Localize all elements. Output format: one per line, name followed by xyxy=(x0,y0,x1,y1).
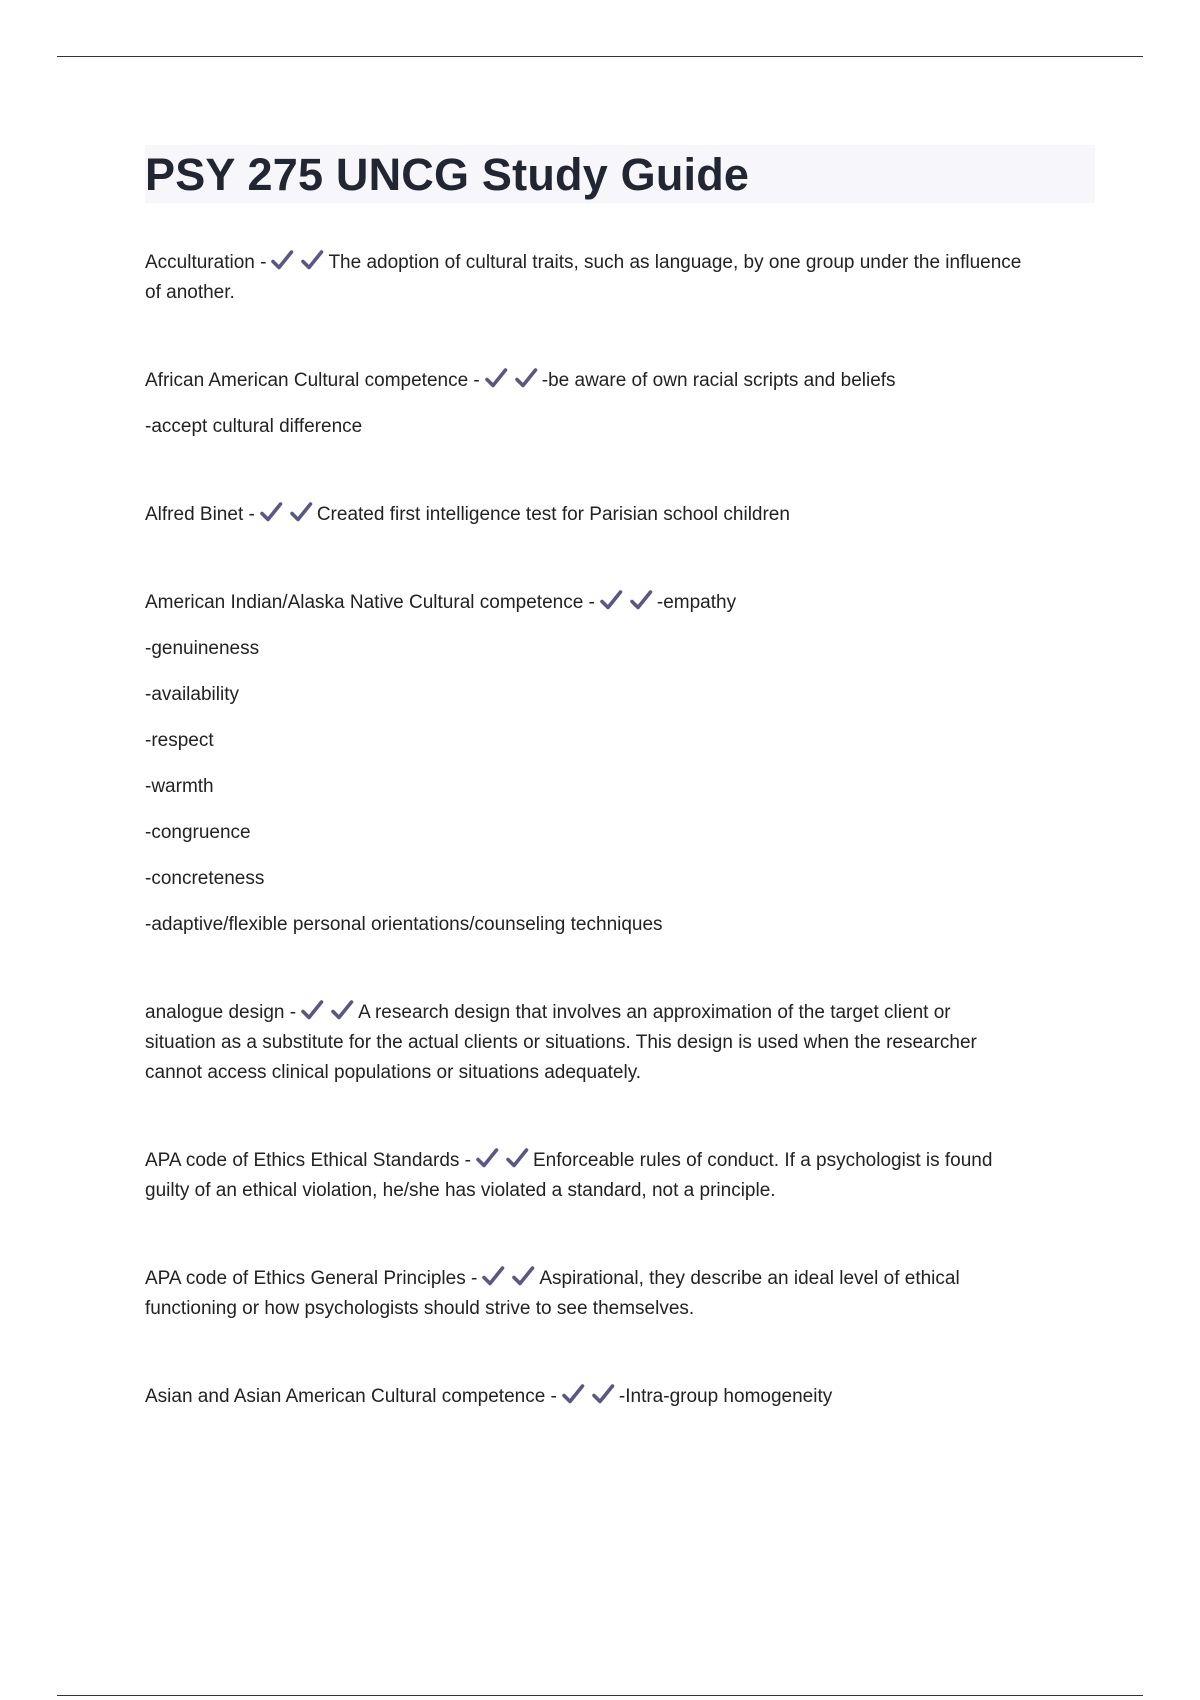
check-marks xyxy=(270,249,324,271)
entry-sub-item: -availability xyxy=(145,684,239,705)
entry-first-line xyxy=(145,1382,1095,1412)
check-marks xyxy=(300,999,354,1021)
check-mark-icon xyxy=(629,589,653,611)
entry-sub-item: -congruence xyxy=(145,822,251,843)
check-marks xyxy=(481,1265,535,1287)
entry-first-line xyxy=(145,500,1095,530)
page-title: PSY 275 UNCG Study Guide xyxy=(145,148,750,200)
check-marks xyxy=(484,367,538,389)
top-rule xyxy=(57,56,1143,57)
glossary-entry xyxy=(145,998,1095,1088)
entry-definition: A research design that involves an approximation of the target client or xyxy=(358,1002,951,1023)
check-mark-icon xyxy=(591,1383,615,1405)
entry-definition: Created first intelligence test for Parisian school children xyxy=(316,504,790,525)
entry-term: APA code of Ethics Ethical Standards - xyxy=(145,1150,471,1171)
title-bar xyxy=(145,145,1095,203)
check-mark-icon xyxy=(599,589,623,611)
entry-definition: Enforceable rules of conduct. If a psychologist is found xyxy=(533,1150,993,1171)
entry-continuation-line: cannot access clinical populations or situations adequately. xyxy=(145,1062,642,1083)
glossary-entry xyxy=(145,588,1095,940)
entry-term: Alfred Binet - xyxy=(145,504,255,525)
entry-first-line xyxy=(145,366,1095,396)
check-mark-icon xyxy=(289,501,313,523)
entry-first-line xyxy=(145,998,1095,1028)
check-mark-icon xyxy=(481,1265,505,1287)
entry-definition: Aspirational, they describe an ideal level of ethical xyxy=(539,1268,960,1289)
entry-sub-item: -genuineness xyxy=(145,638,260,659)
entry-sub-item: -respect xyxy=(145,730,214,751)
check-mark-icon xyxy=(330,999,354,1021)
entry-continuation-line: of another. xyxy=(145,282,235,303)
check-mark-icon xyxy=(505,1147,529,1169)
check-mark-icon xyxy=(511,1265,535,1287)
entry-definition: -Intra-group homogeneity xyxy=(618,1386,833,1407)
entry-definition: -be aware of own racial scripts and beliefs xyxy=(541,370,896,391)
check-mark-icon xyxy=(259,501,283,523)
entry-term: African American Cultural competence - xyxy=(145,370,480,391)
entry-definition: -empathy xyxy=(656,592,737,613)
check-mark-icon xyxy=(270,249,294,271)
entry-first-line xyxy=(145,248,1095,278)
check-mark-icon xyxy=(475,1147,499,1169)
entry-continuation-line: functioning or how psychologists should strive to see themselves. xyxy=(145,1298,695,1319)
check-marks xyxy=(599,589,653,611)
entry-first-line xyxy=(145,1264,1095,1294)
entry-continuation-line: guilty of an ethical violation, he/she has violated a standard, not a principle. xyxy=(145,1180,776,1201)
entry-definition: The adoption of cultural traits, such as language, by one group under the influence xyxy=(328,252,1022,273)
check-mark-icon xyxy=(484,367,508,389)
entry-sub-list xyxy=(145,412,1095,442)
check-mark-icon xyxy=(300,249,324,271)
check-marks xyxy=(561,1383,615,1405)
entry-continuation-line: situation as a substitute for the actual clients or situations. This design is used when the researcher xyxy=(145,1032,977,1053)
glossary-entry xyxy=(145,1146,1095,1206)
entry-list xyxy=(145,248,1095,1412)
bottom-rule xyxy=(57,1695,1143,1696)
glossary-entry xyxy=(145,1382,1095,1412)
entry-sub-item: -concreteness xyxy=(145,868,265,889)
entry-term: Acculturation - xyxy=(145,252,267,273)
check-marks xyxy=(475,1147,529,1169)
entry-first-line xyxy=(145,588,1095,618)
check-mark-icon xyxy=(300,999,324,1021)
entry-term: analogue design - xyxy=(145,1002,297,1023)
entry-sub-item: -accept cultural difference xyxy=(145,416,363,437)
glossary-entry xyxy=(145,1264,1095,1324)
entry-term: APA code of Ethics General Principles - xyxy=(145,1268,478,1289)
entry-term: American Indian/Alaska Native Cultural competence - xyxy=(145,592,595,613)
glossary-entry xyxy=(145,248,1095,308)
glossary-entry xyxy=(145,366,1095,442)
entry-sub-item: -adaptive/flexible personal orientations/counseling techniques xyxy=(145,914,663,935)
entry-sub-list xyxy=(145,634,1095,940)
check-marks xyxy=(259,501,313,523)
glossary-entry xyxy=(145,500,1095,530)
entry-sub-item: -warmth xyxy=(145,776,214,797)
entry-term: Asian and Asian American Cultural competence - xyxy=(145,1386,557,1407)
study-guide-page xyxy=(145,145,1095,1470)
entry-first-line xyxy=(145,1146,1095,1176)
check-mark-icon xyxy=(561,1383,585,1405)
check-mark-icon xyxy=(514,367,538,389)
